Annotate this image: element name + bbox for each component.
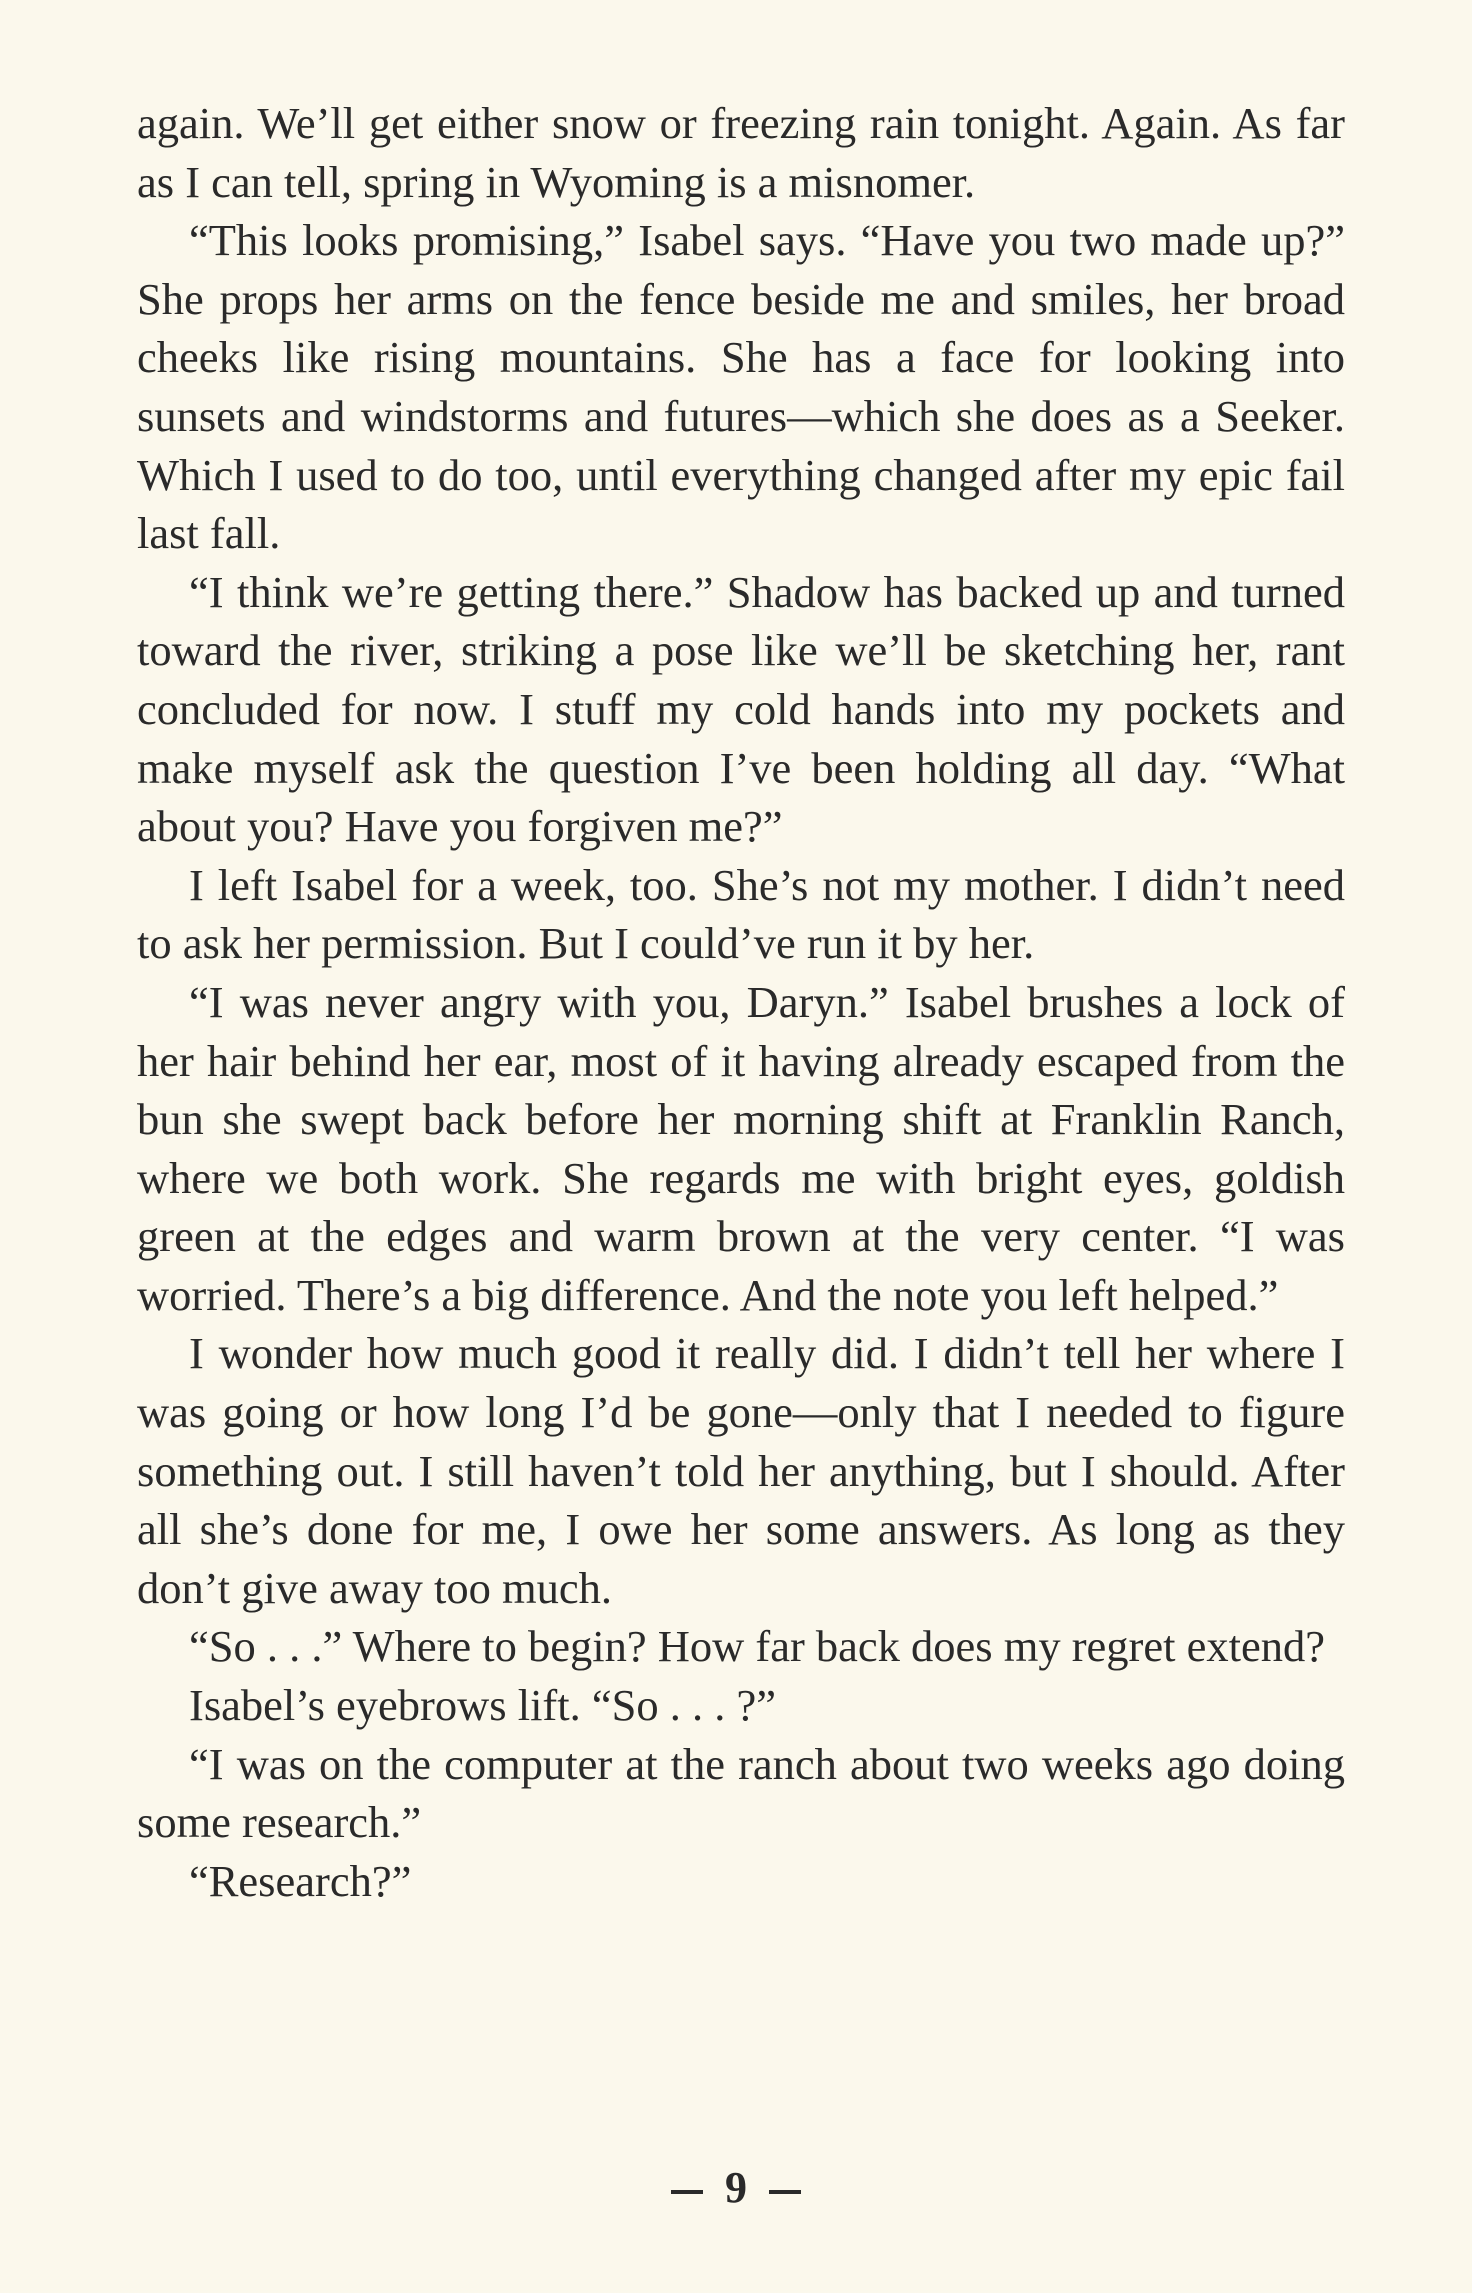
paragraph: “I think we’re getting there.” Shadow has backed up and turned toward the river, striking a pose like we’ll be sketching her, rant concluded for now. I stuff my cold hands into my pockets and make myself ask the question I’ve been holding all day. “What about you? Have you forgiven me?”: [137, 566, 1345, 852]
paragraph: “I was on the computer at the ranch about two weeks ago doing some research.”: [137, 1738, 1345, 1848]
folio-dash-right: [769, 2190, 801, 2194]
paragraph: I wonder how much good it really did. I didn’t tell her where I was going or how long I’d be gone—only that I needed to figure something out. I still haven’t told her anything, but I should. After all she’s done for me, I owe her some answers. As long as they don’t give away too much.: [137, 1328, 1345, 1613]
folio-dash-left: [671, 2190, 703, 2194]
paragraph: I left Isabel for a week, too. She’s not my mother. I didn’t need to ask her permission. But I could’ve run it by her.: [137, 859, 1345, 969]
paragraph: “Research?”: [189, 1855, 412, 1906]
page-number: 9: [725, 2163, 747, 2212]
paragraph: Isabel’s eyebrows lift. “So . . . ?”: [189, 1680, 776, 1731]
paragraph: “This looks promising,” Isabel says. “Have you two made up?” She props her arms on the fence beside me and smiles, her broad cheeks like rising mountains. She has a face for looking into sunsets and windstorms and futures—which she does as a Seeker. Which I used to do too, until everything changed after my epic fail last fall.: [137, 215, 1345, 559]
paragraph: again. We’ll get either snow or freezing rain tonight. Again. As far as I can tell, spring in Wyoming is a misnomer.: [137, 98, 1345, 207]
page-folio: [0, 2162, 1472, 2213]
paragraph: “I was never angry with you, Daryn.” Isabel brushes a lock of her hair behind her ear, most of it having already escaped from the bun she swept back before her morning shift at Franklin Ranch, where we both work. She regards me with bright eyes, goldish green at the edges and warm brown at the very center. “I was worried. There’s a big difference. And the note you left helped.”: [137, 976, 1345, 1320]
body-text: [137, 94, 1345, 1910]
paragraph: “So . . .” Where to begin? How far back does my regret extend?: [189, 1621, 1325, 1672]
